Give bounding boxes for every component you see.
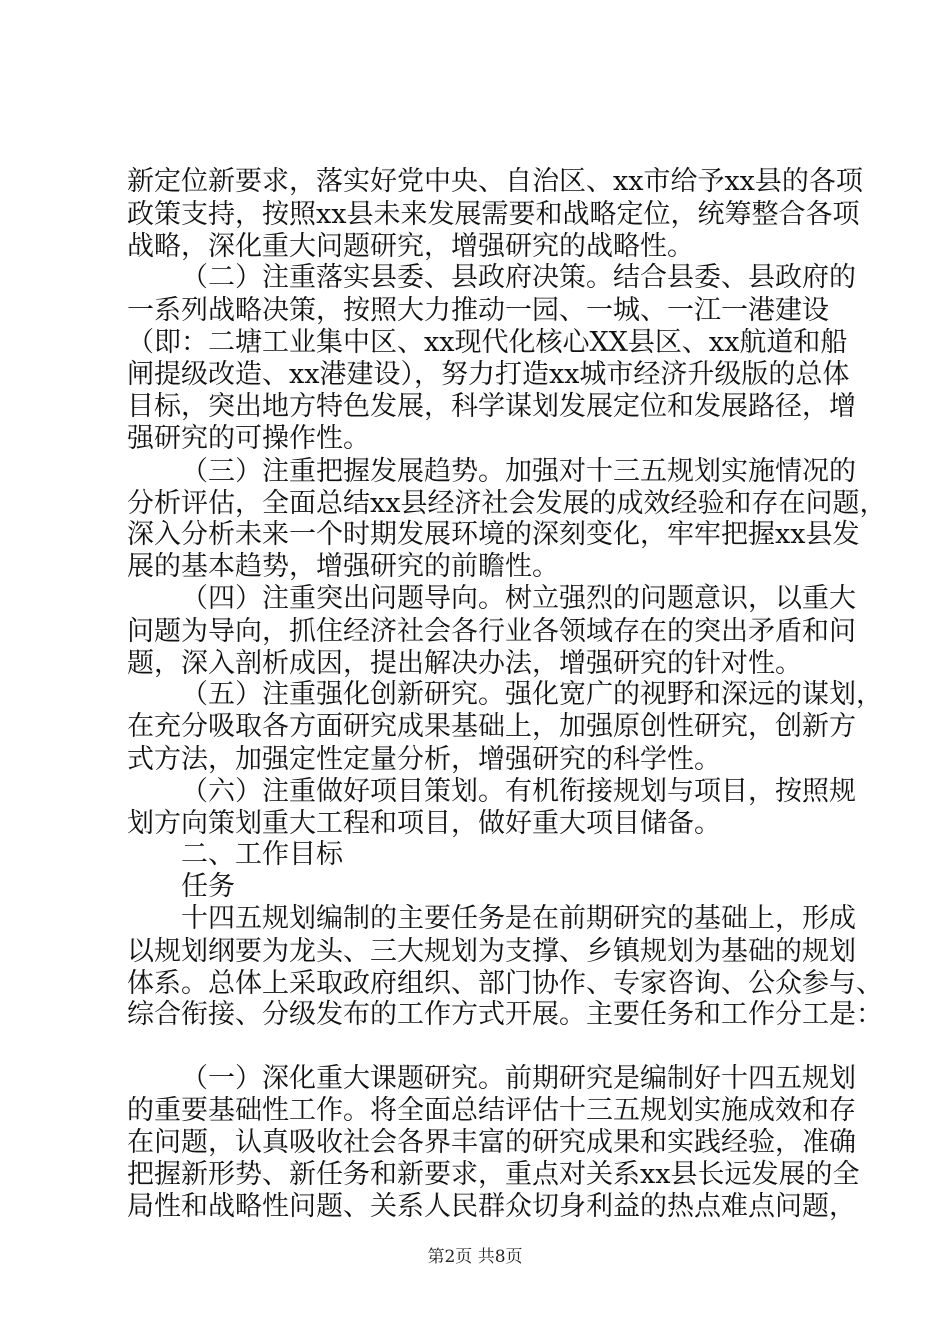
text-line: （六）注重做好项目策划。有机衔接规划与项目，按照规 bbox=[181, 776, 856, 807]
text-line: （二）注重落实县委、县政府决策。结合县委、县政府的 bbox=[181, 262, 856, 293]
text-line: 把握新形势、新任务和新要求，重点对关系xx县长远发展的全 bbox=[127, 1159, 860, 1190]
text-line: 局性和战略性问题、关系人民群众切身利益的热点难点问题， bbox=[127, 1191, 856, 1222]
section-subheading: 任务 bbox=[181, 871, 235, 902]
text-line: （五）注重强化创新研究。强化宽广的视野和深远的谋划， bbox=[181, 679, 883, 710]
text-line: 强研究的可操作性。 bbox=[127, 423, 370, 454]
text-line: 以规划纲要为龙头、三大规划为支撑、乡镇规划为基础的规划 bbox=[127, 936, 856, 967]
text-line: （即：二塘工业集中区、xx现代化核心XX县区、xx航道和船 bbox=[127, 327, 848, 358]
text-line: （三）注重把握发展趋势。加强对十三五规划实施情况的 bbox=[181, 456, 856, 487]
section-heading: 二、工作目标 bbox=[181, 839, 343, 870]
text-line: 新定位新要求，落实好党中央、自治区、xx市给予xx县的各项 bbox=[127, 166, 863, 197]
text-line: 体系。总体上采取政府组织、部门协作、专家咨询、公众参与、 bbox=[127, 968, 883, 999]
text-line: 政策支持，按照xx县未来发展需要和战略定位，统筹整合各项 bbox=[127, 199, 860, 230]
text-line: 题，深入剖析成因，提出解决办法，增强研究的针对性。 bbox=[127, 648, 802, 679]
text-line: 战略，深化重大问题研究，增强研究的战略性。 bbox=[127, 231, 694, 262]
page-number-footer: 第2页 共8页 bbox=[427, 1247, 523, 1267]
text-line: 深入分析未来一个时期发展环境的深刻变化，牢牢把握xx县发 bbox=[127, 519, 860, 550]
text-line: 分析评估，全面总结xx县经济社会发展的成效经验和存在问题， bbox=[127, 488, 887, 519]
text-line: 在问题，认真吸收社会各界丰富的研究成果和实践经验，准确 bbox=[127, 1127, 856, 1158]
text-line: 综合衔接、分级发布的工作方式开展。主要任务和工作分工是： bbox=[127, 999, 883, 1030]
text-line: 的重要基础性工作。将全面总结评估十三五规划实施成效和存 bbox=[127, 1095, 856, 1126]
text-line: （四）注重突出问题导向。树立强烈的问题意识，以重大 bbox=[181, 583, 856, 614]
text-line: 一系列战略决策，按照大力推动一园、一城、一江一港建设 bbox=[127, 295, 829, 326]
text-line: 闸提级改造、xx港建设），努力打造xx城市经济升级版的总体 bbox=[127, 359, 850, 390]
text-line: 式方法，加强定性定量分析，增强研究的科学性。 bbox=[127, 744, 721, 775]
text-line: 问题为导向，抓住经济社会各行业各领域存在的突出矛盾和问 bbox=[127, 616, 856, 647]
text-line: 划方向策划重大工程和项目，做好重大项目储备。 bbox=[127, 808, 721, 839]
text-line: 展的基本趋势，增强研究的前瞻性。 bbox=[127, 551, 559, 582]
text-line: 在充分吸取各方面研究成果基础上，加强原创性研究，创新方 bbox=[127, 711, 856, 742]
text-line: 目标，突出地方特色发展，科学谋划发展定位和发展路径，增 bbox=[127, 391, 856, 422]
text-line: 十四五规划编制的主要任务是在前期研究的基础上，形成 bbox=[181, 903, 856, 934]
text-line: （一）深化重大课题研究。前期研究是编制好十四五规划 bbox=[181, 1063, 856, 1094]
